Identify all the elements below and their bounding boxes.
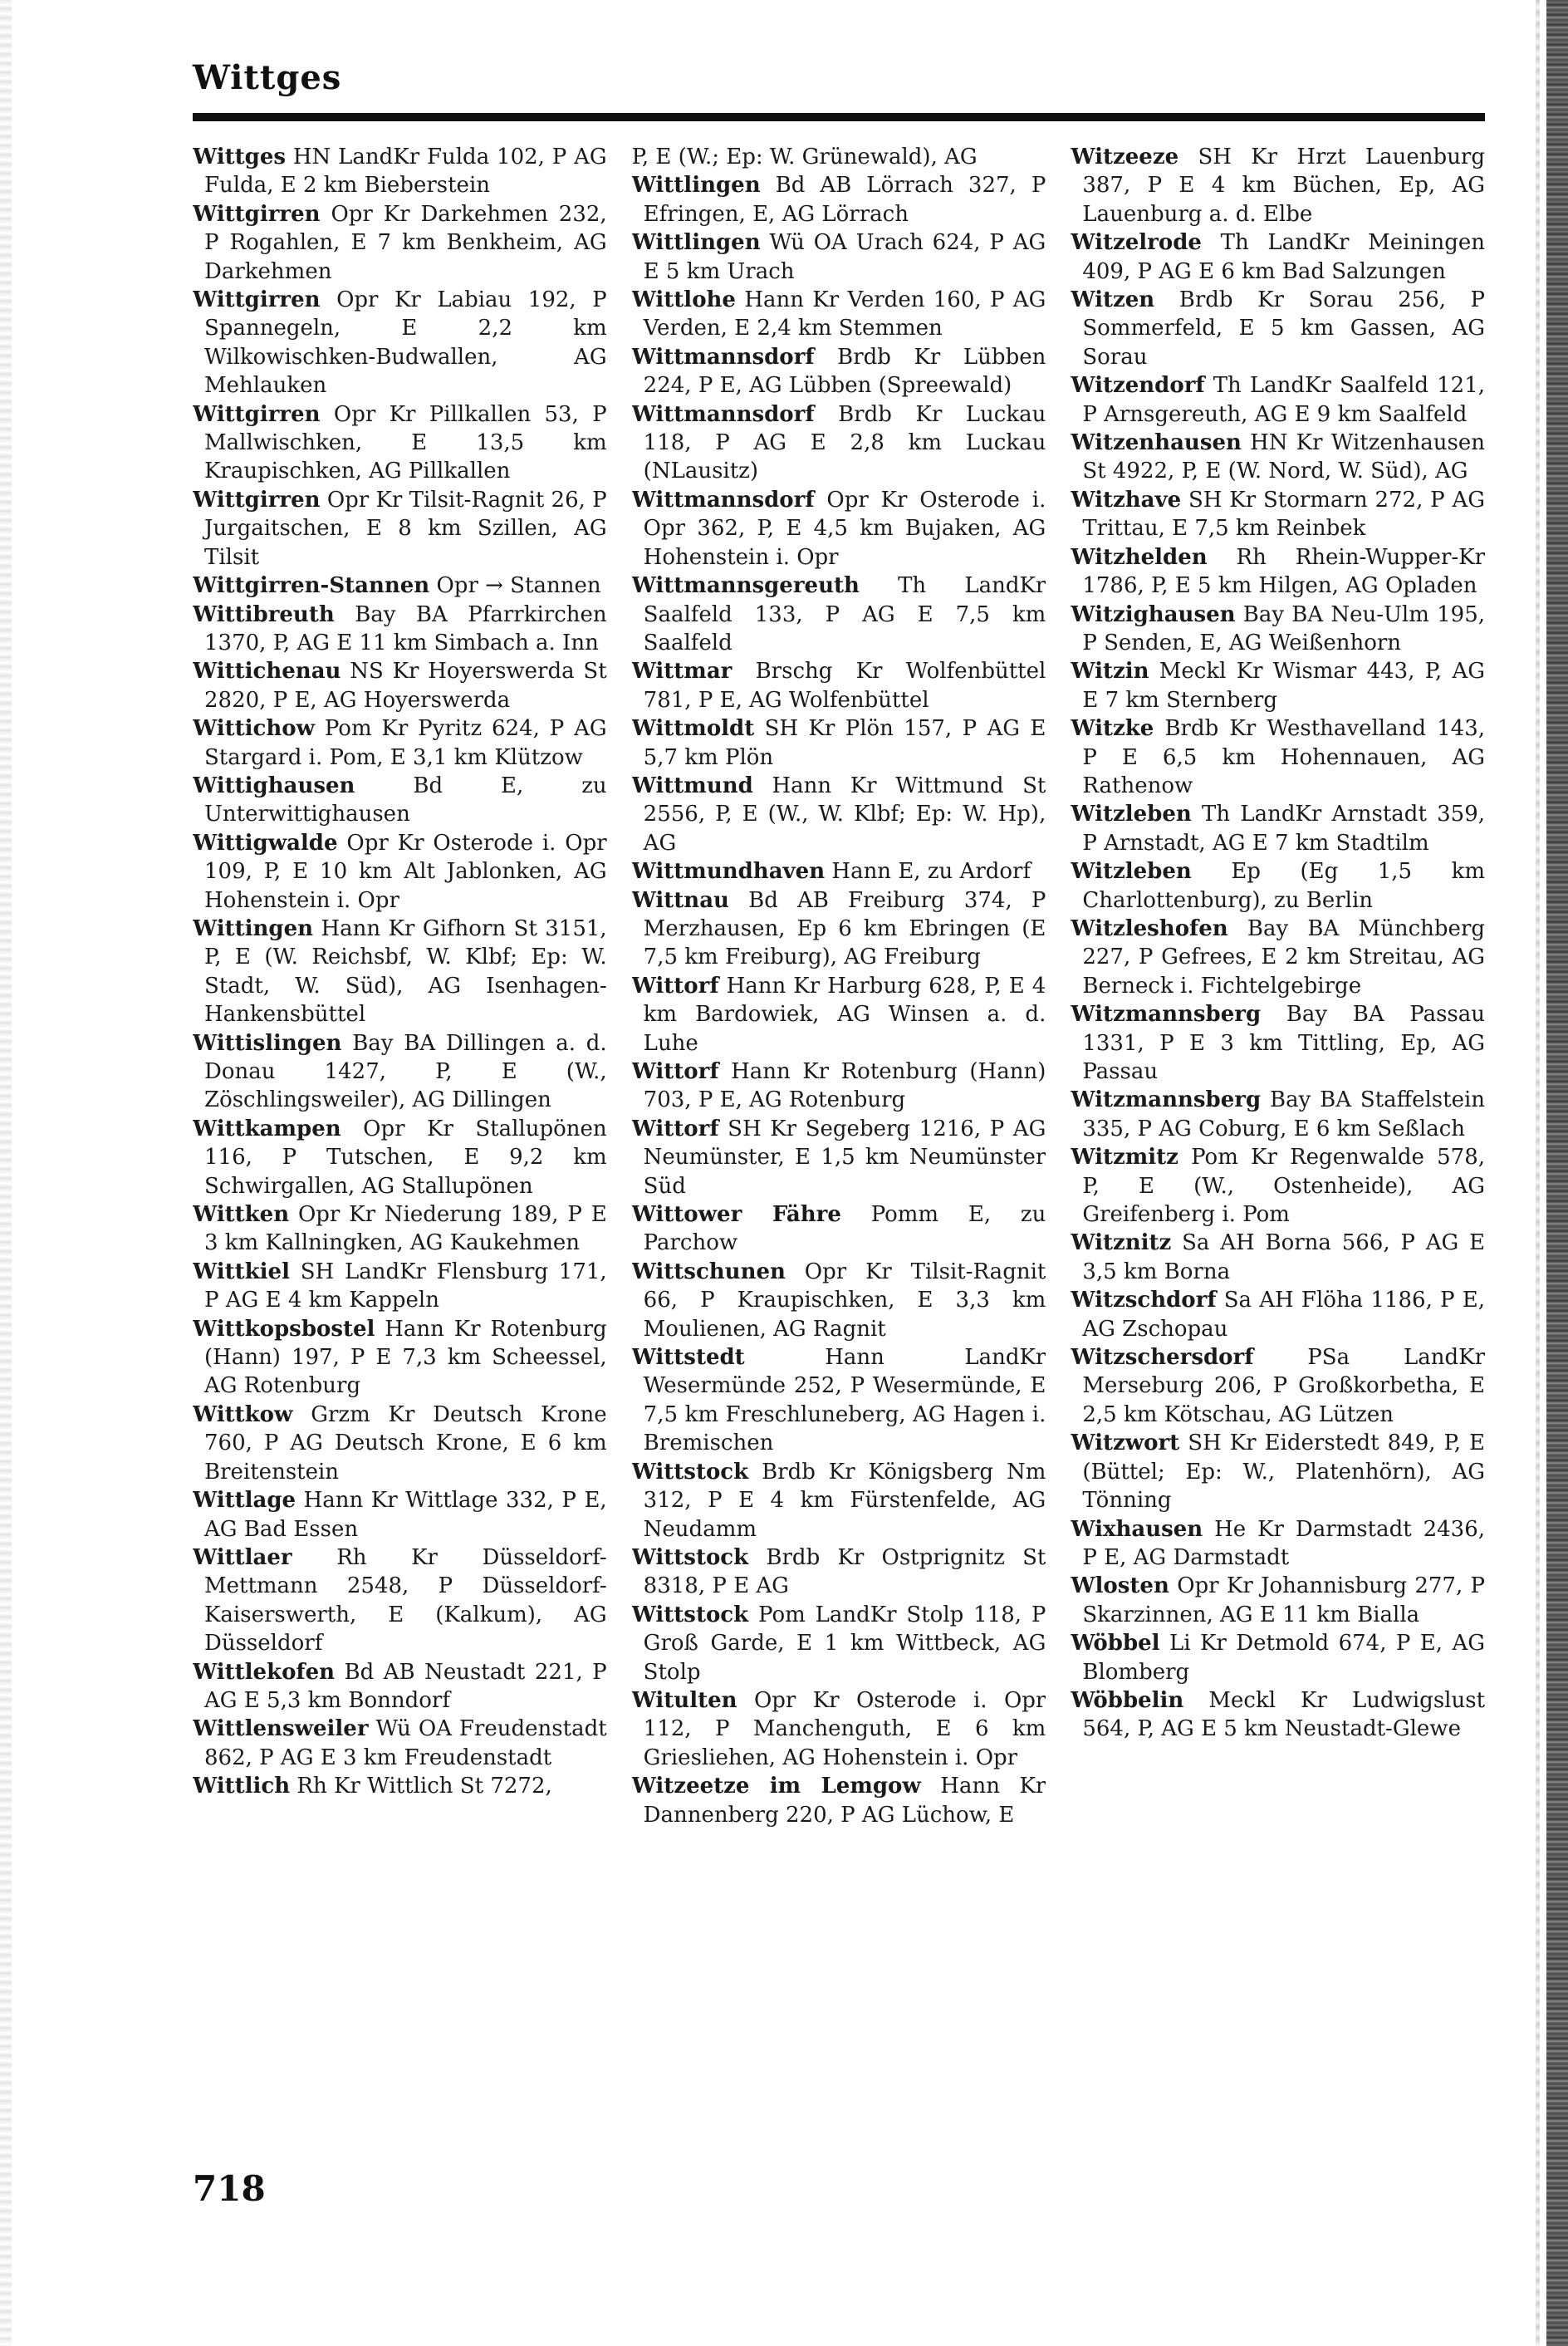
entry-placename: Wittmar [631, 659, 733, 685]
entry-details: Hann Kr Rotenburg (Hann) 197, P E 7,3 km Scheessel, AG Rotenburg [204, 1316, 607, 1399]
entry-placename: Witzen [1071, 287, 1155, 313]
gazetteer-entry [193, 1715, 607, 1772]
column-left [193, 143, 607, 2162]
entry-details: Hann Kr Gifhorn St 3151, P, E (W. Reichsbf, W. Klbf; Ep: W. Stadt, W. Süd), AG Isenhagen-Hankensbüttel [204, 915, 607, 1028]
gazetteer-entry [1071, 915, 1485, 1000]
entry-placename: Wöbbel [1071, 1631, 1160, 1656]
gazetteer-entry [193, 200, 607, 286]
gazetteer-entry [193, 915, 607, 1029]
entry-placename: Wittstock [631, 1602, 749, 1627]
gazetteer-entry [193, 486, 607, 572]
entry-placename: Wittkow [193, 1401, 293, 1427]
gazetteer-entry [193, 1544, 607, 1658]
gazetteer-entry [193, 1029, 607, 1115]
gazetteer-entry [632, 572, 1046, 657]
entry-placename: Witzendorf [1071, 373, 1205, 399]
entry-details: SH Kr Stormarn 272, P AG Trittau, E 7,5 km Reinbek [1082, 487, 1486, 542]
entry-details: Rh Kr Düsseldorf-Mettmann 2548, P Düsseldorf-Kaiserswerth, E (Kalkum), AG Düsseldorf [204, 1544, 607, 1656]
entry-placename: Wlosten [1071, 1573, 1169, 1599]
entry-placename: Witzin [1071, 659, 1149, 685]
entry-details: Bay BA Staffelstein 335, P AG Coburg, E 6 km Seßlach [1082, 1087, 1486, 1141]
entry-placename: Witulten [631, 1687, 737, 1713]
entry-placename: Wittstedt [631, 1345, 745, 1371]
gazetteer-entry [1071, 857, 1485, 915]
entry-details: Sa AH Borna 566, P AG E 3,5 km Borna [1082, 1230, 1486, 1284]
entry-placename: Wittlage [193, 1488, 296, 1514]
gazetteer-entry [1071, 1629, 1485, 1686]
entry-details: Opr → Stannen [436, 573, 601, 599]
entry-details: Bd AB Lörrach 327, P Efringen, E, AG Lörrach [643, 173, 1046, 227]
entry-placename: Wittmundhaven [631, 859, 826, 885]
gazetteer-entry [1071, 1429, 1485, 1514]
gazetteer-entry [193, 286, 607, 400]
entry-details: Brdb Kr Königsberg Nm 312, P E 4 km Fürstenfelde, AG Neudamm [643, 1459, 1046, 1542]
scan-left-edge [0, 0, 12, 2346]
gazetteer-entry [193, 1200, 607, 1258]
entry-details: Opr Kr Labiau 192, P Spannegeln, E 2,2 km Wilkowischken-Budwallen, AG Mehlauken [204, 287, 607, 399]
entry-details: Pom Kr Pyritz 624, P AG Stargard i. Pom, E 3,1 km Klützow [204, 716, 607, 770]
gazetteer-entry [632, 1686, 1046, 1772]
entry-details: Hann Kr Wittmund St 2556, P, E (W., W. Klbf; Ep: W. Hp), AG [643, 773, 1046, 856]
gazetteer-entry [1071, 800, 1485, 857]
gazetteer-entry [1071, 543, 1485, 601]
entry-placename: Witzelrode [1071, 230, 1202, 256]
gazetteer-entry [1071, 486, 1485, 543]
entry-placename: Wittmund [631, 773, 753, 798]
entry-placename: Wittorf [631, 1059, 719, 1084]
entry-details: Opr Kr Johannisburg 277, P Skarzinnen, AG E 11 km Bialla [1082, 1573, 1486, 1627]
entry-details: Hann Kr Dannenberg 220, P AG Lüchow, E [643, 1774, 1046, 1828]
entry-details: Opr Kr Niederung 189, P E 3 km Kallningken, AG Kaukehmen [204, 1202, 607, 1256]
entry-placename: Witzschdorf [1071, 1288, 1217, 1313]
gazetteer-entry [632, 1200, 1046, 1258]
entry-placename: Wöbbelin [1071, 1687, 1184, 1713]
gazetteer-entry [632, 1058, 1046, 1115]
entry-details: Meckl Kr Wismar 443, P, AG E 7 km Sternberg [1082, 659, 1486, 713]
entry-details: Pom LandKr Stolp 118, P Groß Garde, E 1 km Wittbeck, AG Stolp [643, 1602, 1046, 1685]
gazetteer-entry [193, 572, 607, 600]
gazetteer-entry [1071, 1686, 1485, 1744]
gazetteer-entry [1071, 429, 1485, 486]
entry-details: Opr Kr Tilsit-Ragnit 26, P Jurgaitschen, E 8 km Szillen, AG Tilsit [204, 487, 607, 570]
running-head: Wittges [193, 58, 342, 97]
entry-details: Bay BA Neu-Ulm 195, P Senden, E, AG Weißenhorn [1082, 601, 1486, 655]
entry-details: Bd E, zu Unterwittighausen [204, 773, 607, 827]
entry-details: Hann Kr Rotenburg (Hann) 703, P E, AG Rotenburg [643, 1059, 1046, 1113]
page-number: 718 [193, 2168, 266, 2209]
entry-placename: Wittlekofen [193, 1659, 336, 1685]
gazetteer-entry [632, 486, 1046, 572]
entry-details: Grzm Kr Deutsch Krone 760, P AG Deutsch Krone, E 6 km Breitenstein [204, 1401, 607, 1485]
entry-details: Opr Kr Tilsit-Ragnit 66, P Kraupischken, E 3,3 km Moulienen, AG Ragnit [643, 1259, 1046, 1342]
gazetteer-entry [1071, 1286, 1485, 1343]
entry-details: Bd AB Neustadt 221, P AG E 5,3 km Bonndorf [204, 1659, 607, 1713]
gazetteer-entry [632, 286, 1046, 343]
entry-placename: Wittislingen [193, 1030, 342, 1056]
entry-details: Hann LandKr Wesermünde 252, P Wesermünde, E 7,5 km Freschluneberg, AG Hagen i. Bremischen [643, 1345, 1046, 1456]
gazetteer-entry [632, 1544, 1046, 1601]
entry-details: Bay BA Münchberg 227, P Gefrees, E 2 km Streitau, AG Berneck i. Fichtelgebirge [1082, 915, 1486, 999]
entry-placename: Wittorf [631, 973, 719, 999]
entry-placename: Witzmannsberg [1071, 1002, 1262, 1028]
entry-details: Opr Kr Darkehmen 232, P Rogahlen, E 7 km Benkheim, AG Darkehmen [204, 201, 607, 284]
gazetteer-entry [1071, 657, 1485, 714]
entry-placename: Wittichenau [193, 659, 341, 685]
entry-placename: Witzhelden [1071, 544, 1208, 570]
entry-placename: Wittken [193, 1202, 290, 1228]
gazetteer-entry [193, 1486, 607, 1544]
entry-placename: Witzmannsberg [1071, 1087, 1262, 1113]
entry-placename: Witznitz [1071, 1230, 1172, 1256]
entry-placename: Wittmannsdorf [631, 487, 815, 513]
entry-details: Th LandKr Arnstadt 359, P Arnstadt, AG E 7 km Stadtilm [1082, 802, 1486, 856]
entry-details: Th LandKr Saalfeld 133, P AG E 7,5 km Saalfeld [643, 573, 1046, 655]
gazetteer-entry [193, 1772, 607, 1800]
entry-placename: Wittgirren-Stannen [193, 573, 430, 599]
entry-details: Wü OA Freudenstadt 862, P AG E 3 km Freudenstadt [204, 1716, 607, 1770]
entry-placename: Wittigwalde [193, 830, 338, 856]
entry-placename: Wittower Fähre [631, 1202, 841, 1228]
entry-placename: Wittmannsgereuth [631, 573, 860, 599]
gazetteer-entry [1071, 1143, 1485, 1229]
entry-details: Bay BA Passau 1331, P E 3 km Tittling, Ep, AG Passau [1082, 1002, 1486, 1084]
entry-placename: Witzwort [1071, 1431, 1180, 1456]
entry-placename: Witzighausen [1071, 601, 1236, 627]
entry-details: SH Kr Eiderstedt 849, P, E (Büttel; Ep: W., Platenhörn), AG Tönning [1082, 1431, 1486, 1514]
gazetteer-entry [632, 886, 1046, 972]
entry-placename: Wittlingen [631, 230, 761, 256]
entry-placename: Wittighausen [193, 773, 355, 798]
entry-details: Opr Kr Pillkallen 53, P Mallwischken, E 13,5 km Kraupischken, AG Pillkallen [204, 401, 607, 484]
entry-placename: Witzleshofen [1071, 915, 1228, 941]
entry-placename: Witzke [1071, 716, 1154, 742]
entry-details: Pom Kr Regenwalde 578, P, E (W., Ostenheide), AG Greifenberg i. Pom [1082, 1145, 1486, 1228]
gazetteer-entry [193, 601, 607, 658]
gazetteer-entry [1071, 1572, 1485, 1629]
gazetteer-entry [632, 228, 1046, 286]
gazetteer-entry [1071, 714, 1485, 800]
entry-details: Hann Kr Wittlage 332, P E, AG Bad Essen [204, 1488, 607, 1542]
entry-details: Hann Kr Harburg 628, P, E 4 km Bardowiek, AG Winsen a. d. Luhe [643, 973, 1046, 1056]
entry-details: Brdb Kr Sorau 256, P Sommerfeld, E 5 km Gassen, AG Sorau [1082, 287, 1486, 370]
gazetteer-entry [193, 772, 607, 829]
gazetteer-entry [632, 657, 1046, 714]
entry-details: Brdb Kr Ostprignitz St 8318, P E AG [643, 1544, 1046, 1599]
header-rule [193, 113, 1485, 121]
entry-placename: Wittlensweiler [193, 1716, 369, 1742]
entry-placename: Wittingen [193, 915, 314, 941]
gazetteer-entry [632, 400, 1046, 486]
entry-details: Th LandKr Saalfeld 121, P Arnsgereuth, AG E 9 km Saalfeld [1082, 373, 1486, 427]
entry-placename: Witzleben [1071, 859, 1192, 885]
entry-placename: Wittorf [631, 1116, 719, 1141]
entry-placename: Witzeeze [1071, 145, 1179, 169]
entry-placename: Wittichow [193, 716, 315, 742]
entry-details: NS Kr Hoyerswerda St 2820, P E, AG Hoyerswerda [204, 659, 607, 713]
entry-details: SH Kr Hrzt Lauenburg 387, P E 4 km Büchen, Ep, AG Lauenburg a. d. Elbe [1082, 145, 1486, 227]
entry-details: Bay BA Pfarrkirchen 1370, P, AG E 11 km Simbach a. Inn [204, 601, 607, 655]
entry-details: Opr Kr Stallupönen 116, P Tutschen, E 9,2 km Schwirgallen, AG Stallupönen [204, 1116, 607, 1199]
scan-right-edge [1546, 0, 1568, 2346]
entry-details: Bay BA Dillingen a. d. Donau 1427, P, E (W., Zöschlingsweiler), AG Dillingen [204, 1030, 607, 1113]
entry-details: Opr Kr Osterode i. Opr 362, P, E 4,5 km Bujaken, AG Hohenstein i. Opr [643, 487, 1046, 570]
entry-details: Li Kr Detmold 674, P E, AG Blomberg [1082, 1631, 1486, 1685]
entry-details: SH Kr Plön 157, P AG E 5,7 km Plön [643, 716, 1046, 770]
entry-details: Th LandKr Meiningen 409, P AG E 6 km Bad Salzungen [1082, 230, 1486, 284]
entry-placename: Wixhausen [1071, 1516, 1203, 1542]
gazetteer-entry [632, 343, 1046, 400]
gazetteer-entry [632, 1458, 1046, 1544]
column-middle [632, 143, 1046, 2162]
entry-placename: Wittkiel [193, 1259, 290, 1284]
gazetteer-entry [1071, 601, 1485, 658]
gazetteer-entry [193, 143, 607, 200]
entry-placename: Wittmannsdorf [631, 401, 815, 427]
entry-details: Brdb Kr Lübben 224, P E, AG Lübben (Spreewald) [643, 344, 1046, 399]
gazetteer-entry [193, 1658, 607, 1715]
entry-details: He Kr Darmstadt 2436, P E, AG Darmstadt [1082, 1516, 1486, 1570]
entry-details: Opr Kr Osterode i. Opr 109, P, E 10 km Alt Jablonken, AG Hohenstein i. Opr [204, 830, 607, 913]
entry-placename: Wittgirren [193, 401, 321, 427]
gazetteer-entry [1071, 1343, 1485, 1429]
gazetteer-entry [632, 171, 1046, 228]
gazetteer-entry [632, 1343, 1046, 1458]
entry-details: PSa LandKr Merseburg 206, P Großkorbetha, E 2,5 km Kötschau, AG Lützen [1082, 1345, 1486, 1427]
gazetteer-entry [632, 857, 1046, 886]
entry-placename: Witzenhausen [1071, 430, 1242, 456]
gazetteer-entry [1071, 371, 1485, 429]
gazetteer-columns [193, 143, 1485, 2162]
entry-details: SH Kr Segeberg 1216, P AG Neumünster, E 1,5 km Neumünster Süd [643, 1116, 1046, 1199]
gazetteer-entry [193, 400, 607, 486]
gazetteer-entry [193, 1315, 607, 1401]
entry-placename: Wittlich [193, 1774, 291, 1799]
entry-placename: Wittnau [631, 887, 729, 913]
entry-placename: Wittstock [631, 1544, 749, 1570]
entry-placename: Witzeetze im Lemgow [631, 1774, 921, 1799]
entry-details: SH LandKr Flensburg 171, P AG E 4 km Kappeln [204, 1259, 607, 1313]
gazetteer-entry [632, 1258, 1046, 1343]
entry-placename: Witzmitz [1071, 1145, 1178, 1171]
gazetteer-entry [632, 1772, 1046, 1829]
gazetteer-entry [632, 972, 1046, 1058]
entry-details: Hann Kr Verden 160, P AG Verden, E 2,4 km Stemmen [643, 287, 1046, 341]
gazetteer-entry [193, 1258, 607, 1315]
gazetteer-entry [193, 1115, 607, 1200]
gazetteer-entry [193, 1401, 607, 1486]
entry-details: Pomm E, zu Parchow [643, 1202, 1046, 1256]
gazetteer-entry [1071, 1000, 1485, 1086]
entry-placename: Wittgirren [193, 201, 321, 227]
entry-details: Rh Kr Wittlich St 7272, [296, 1774, 552, 1799]
entry-placename: Witzleben [1071, 802, 1192, 827]
entry-details: Brdb Kr Westhavelland 143, P E 6,5 km Hohennauen, AG Rathenow [1082, 716, 1486, 798]
entry-placename: Wittlingen [631, 173, 761, 199]
entry-placename: Wittmannsdorf [631, 344, 815, 370]
entry-placename: Wittschunen [631, 1259, 786, 1284]
entry-details: HN Kr Witzenhausen St 4922, P, E (W. Nord, W. Süd), AG [1082, 430, 1486, 484]
gazetteer-entry [1071, 1515, 1485, 1573]
entry-details: P, E (W.; Ep: W. Grünewald), AG [631, 145, 978, 169]
entry-details: Opr Kr Osterode i. Opr 112, P Manchenguth, E 6 km Griesliehen, AG Hohenstein i. Opr [643, 1687, 1046, 1770]
entry-details: Brdb Kr Luckau 118, P AG E 2,8 km Luckau (NLausitz) [643, 401, 1046, 484]
entry-details: Bd AB Freiburg 374, P Merzhausen, Ep 6 km Ebringen (E 7,5 km Freiburg), AG Freiburg [643, 887, 1046, 970]
entry-placename: Wittmoldt [631, 716, 755, 742]
gazetteer-entry [1071, 1086, 1485, 1143]
entry-details: Brschg Kr Wolfenbüttel 781, P E, AG Wolfenbüttel [643, 659, 1046, 713]
gazetteer-entry [193, 657, 607, 714]
entry-details: Wü OA Urach 624, P AG E 5 km Urach [643, 230, 1046, 284]
entry-details: HN LandKr Fulda 102, P AG Fulda, E 2 km Bieberstein [204, 145, 607, 199]
entry-placename: Wittgirren [193, 487, 321, 513]
scan-right-shadow [1536, 0, 1540, 2346]
entry-placename: Witzschersdorf [1071, 1345, 1254, 1371]
gazetteer-entry [193, 714, 607, 772]
gazetteer-entry [1071, 286, 1485, 371]
entry-placename: Wittgirren [193, 287, 321, 313]
entry-placename: Witzhave [1071, 487, 1182, 513]
entry-placename: Wittlohe [631, 287, 736, 313]
gazetteer-entry [632, 1601, 1046, 1686]
gazetteer-entry [1071, 228, 1485, 286]
entry-placename: Wittstock [631, 1459, 749, 1485]
entry-details: Rh Rhein-Wupper-Kr 1786, P, E 5 km Hilgen, AG Opladen [1082, 544, 1486, 599]
gazetteer-entry [632, 1115, 1046, 1200]
entry-details: Ep (Eg 1,5 km Charlottenburg), zu Berlin [1082, 859, 1486, 913]
gazetteer-entry [1071, 1229, 1485, 1286]
entry-placename: Wittkampen [193, 1116, 341, 1141]
entry-details: Hann E, zu Ardorf [831, 859, 1031, 885]
gazetteer-entry [632, 714, 1046, 772]
entry-placename: Wittkopsbostel [193, 1316, 375, 1342]
gazetteer-entry [632, 772, 1046, 857]
entry-placename: Wittlaer [193, 1544, 292, 1570]
column-right [1071, 143, 1485, 2162]
entry-details: Meckl Kr Ludwigslust 564, P, AG E 5 km Neustadt-Glewe [1082, 1687, 1486, 1742]
gazetteer-entry [1071, 143, 1485, 228]
entry-details: Sa AH Flöha 1186, P E, AG Zschopau [1082, 1288, 1486, 1342]
entry-placename: Wittges [193, 145, 286, 169]
entry-placename: Wittibreuth [193, 601, 335, 627]
gazetteer-entry [193, 829, 607, 915]
gazetteer-entry [632, 143, 1046, 171]
